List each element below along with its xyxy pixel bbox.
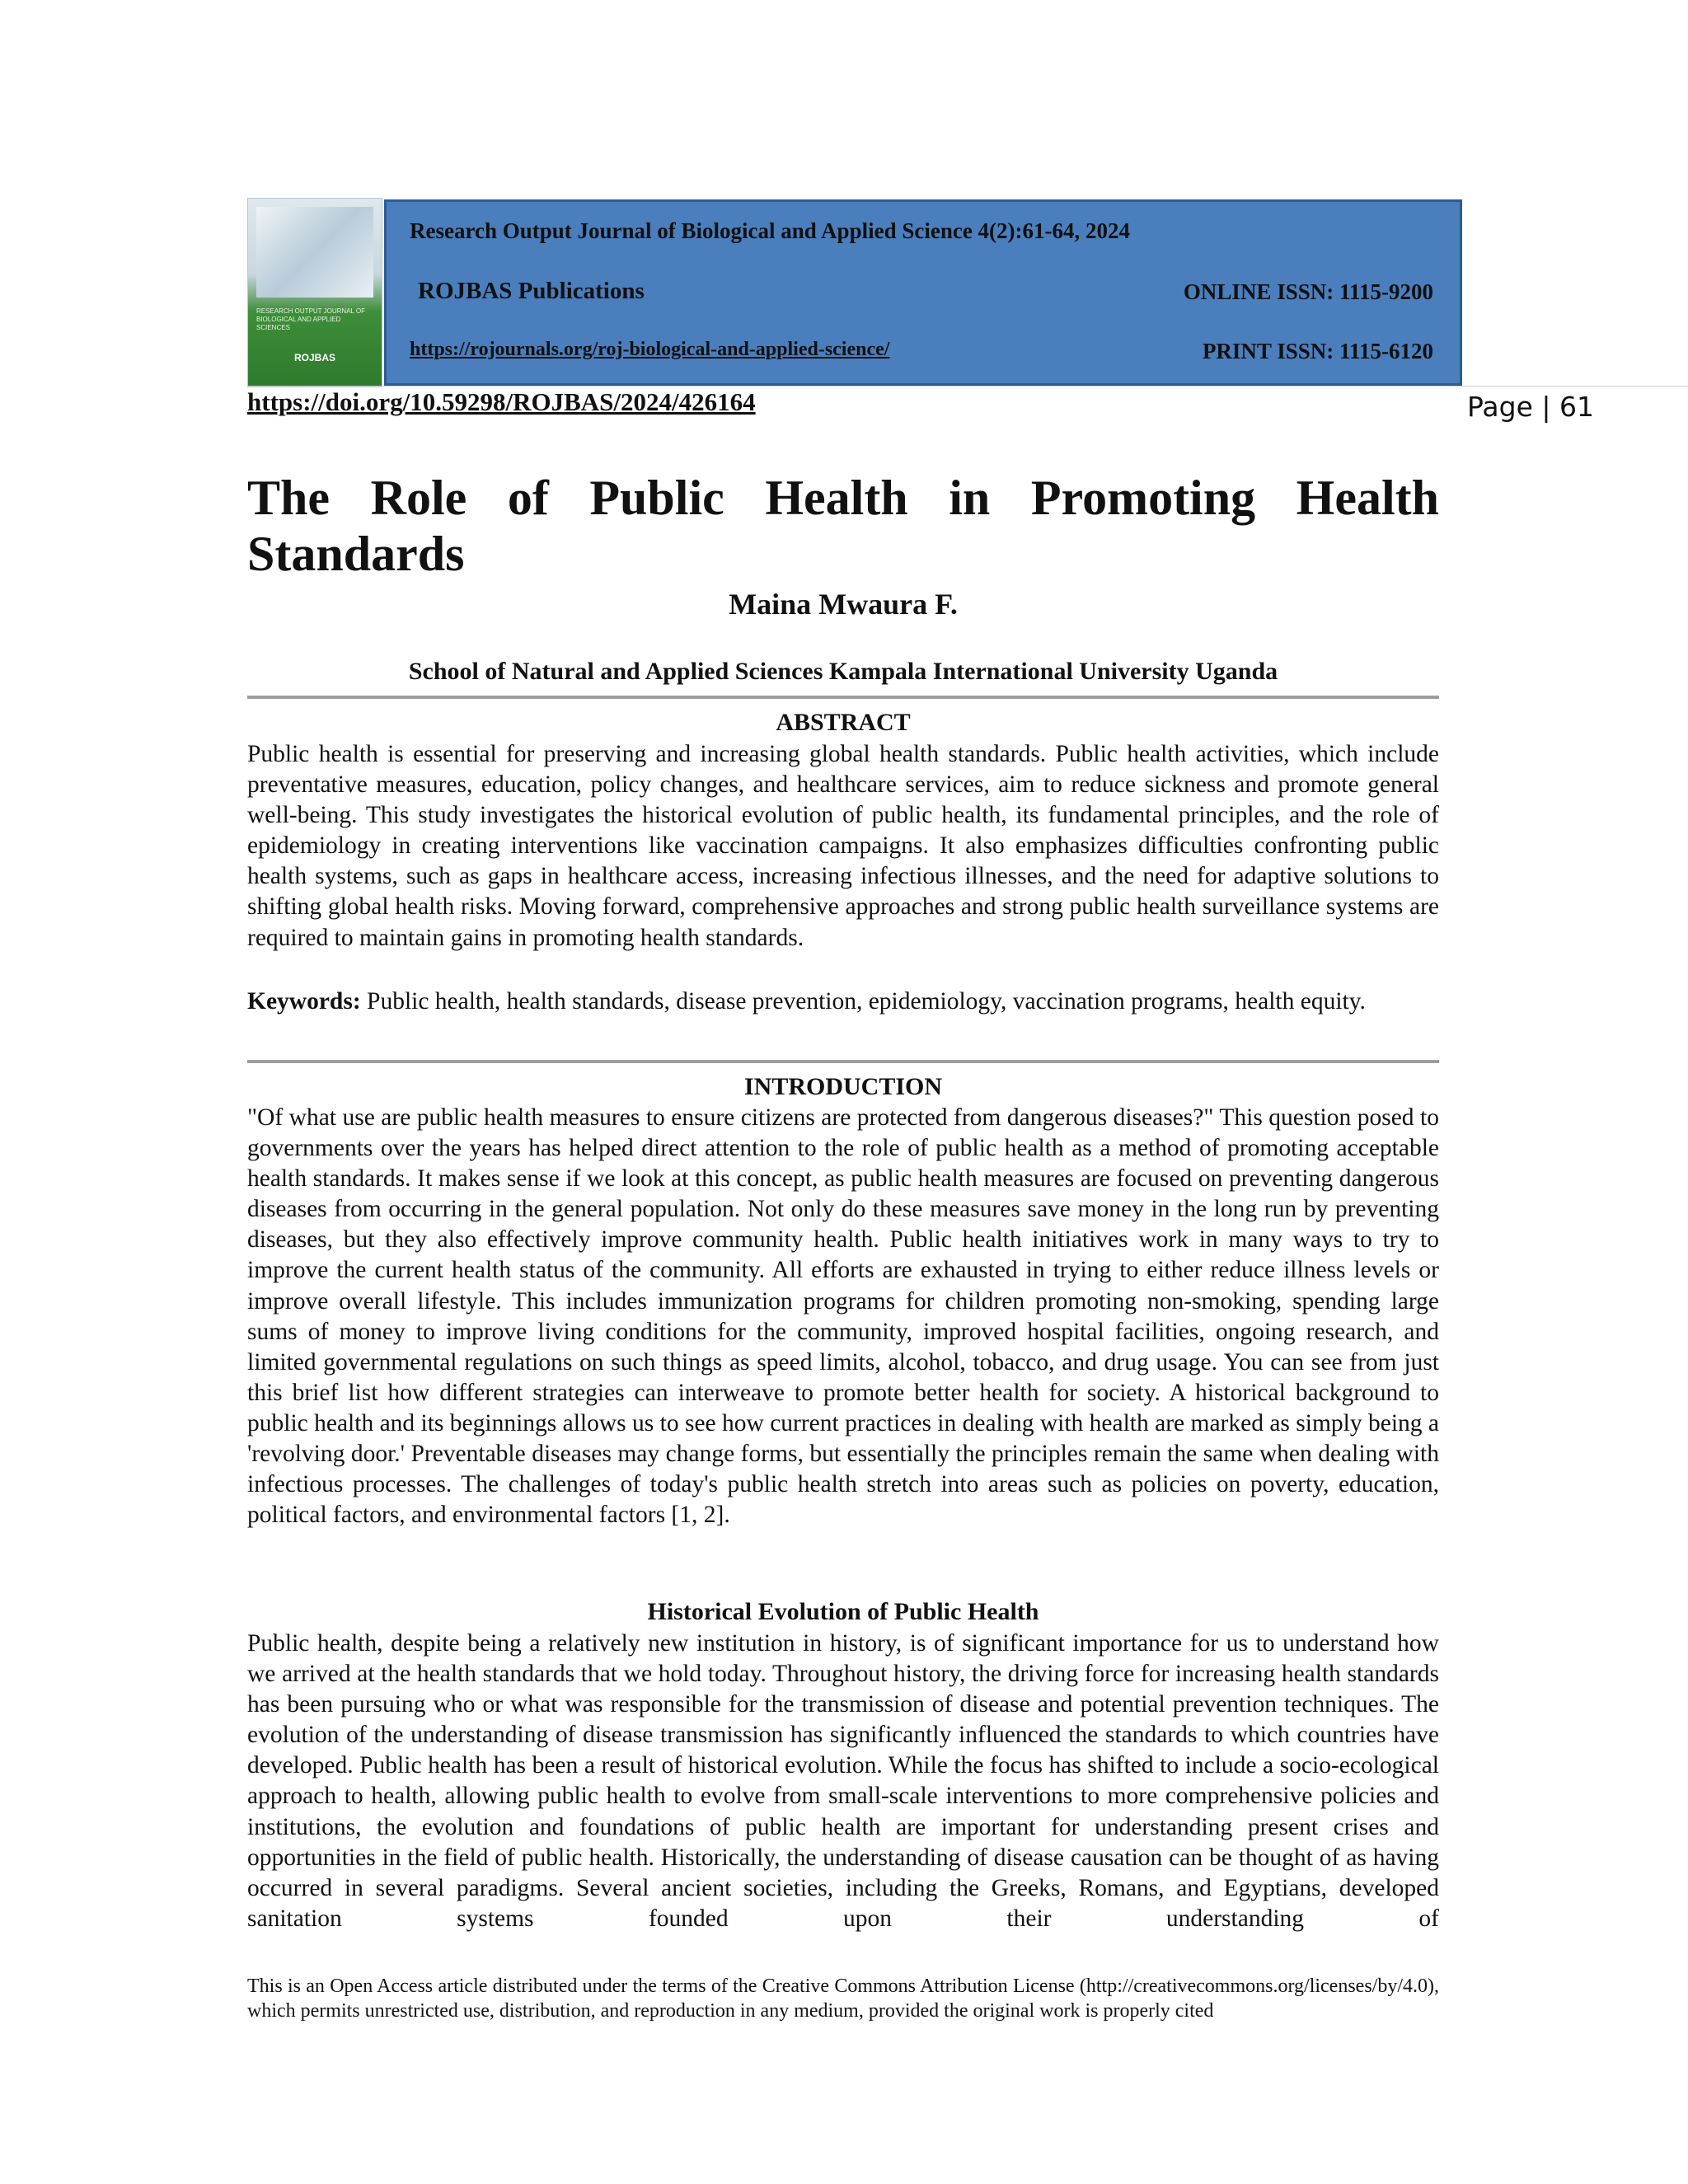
journal-banner bbox=[384, 199, 1462, 386]
keywords-label: Keywords: bbox=[247, 988, 361, 1015]
author-name: Maina Mwaura F. bbox=[729, 588, 958, 621]
article-title: The Role of Public Health in Promoting Health Standards bbox=[247, 471, 1439, 581]
keywords-line bbox=[247, 984, 1439, 1019]
abstract-text: Public health is essential for preserving and increasing global health standards. Public health activities, which include preventative measures, education, policy changes, and healthcare services, aim to reduce sickness and promote general well-being. This study investigates the historical evolution of public health, its fundamental principles, and the role of epidemiology in creating interventions like vaccination campaigns. It also emphasizes difficulties confronting public health systems, such as gaps in healthcare access, increasing infectious illnesses, and the need for adaptive solutions to shifting global health risks. Moving forward, comprehensive approaches and strong public health surveillance systems are required to maintain gains in promoting health standards. bbox=[247, 741, 1439, 951]
doi-link[interactable]: https://doi.org/10.59298/ROJBAS/2024/426164 bbox=[247, 387, 756, 416]
cover-illustration bbox=[256, 207, 373, 298]
page-number: Page | 61 bbox=[1467, 391, 1594, 423]
historical-evolution-heading: Historical Evolution of Public Health bbox=[647, 1598, 1039, 1625]
publisher-name: ROJBAS Publications bbox=[418, 278, 645, 304]
cover-text: RESEARCH OUTPUT JOURNAL OF BIOLOGICAL AND APPLIED SCIENCES bbox=[256, 307, 366, 331]
online-issn: ONLINE ISSN: 1115-9200 bbox=[1183, 279, 1433, 304]
section-divider bbox=[247, 1060, 1439, 1063]
license-footer: This is an Open Access article distributed under the terms of the Creative Commons Attribution License (http://creativecommons.org/licenses/by/4.0), which permits unrestricted use, distribution, and reproduction in any medium, provided the original work is properly cited bbox=[247, 1975, 1439, 2022]
section-divider bbox=[247, 696, 1439, 699]
abstract-heading: ABSTRACT bbox=[776, 709, 911, 736]
introduction-heading: INTRODUCTION bbox=[743, 1073, 943, 1100]
historical-evolution-text: Public health, despite being a relatively new institution in history, is of significant importance for us to understand how we arrived at the health standards that we hold today. Throughout history, the driving force for increasing health standards has been pursuing who or what was responsible for the transmission of disease and potential prevention techniques. The evolution of the understanding of disease transmission has significantly influenced the standards to which countries have developed. Public health has been a result of historical evolution. While the focus has shifted to include a socio-ecological approach to health, allowing public health to evolve from small-scale interventions to more comprehensive policies and institutions, the evolution and foundations of public health are important for understanding present crises and opportunities in the field of public health. Historically, the understanding of disease causation can be thought of as having occurred in several paradigms. Several ancient societies, including the Greeks, Romans, and Egyptians, developed sanitation systems founded upon their understanding of bbox=[247, 1630, 1439, 1932]
journal-cover-image bbox=[247, 198, 382, 387]
journal-url-link[interactable]: https://rojournals.org/roj-biological-and-applied-science/ bbox=[410, 339, 890, 360]
journal-title: Research Output Journal of Biological and Applied Science 4(2):61-64, 2024 bbox=[410, 218, 1131, 243]
keywords-list: Public health, health standards, disease prevention, epidemiology, vaccination programs, health equity. bbox=[367, 988, 1366, 1015]
introduction-text: "Of what use are public health measures to ensure citizens are protected from dangerous diseases?" This question posed to governments over the years has helped direct attention to the role of public health as a method of promoting acceptable health standards. It makes sense if we look at this concept, as public health measures are focused on preventing dangerous diseases from occurring in the general population. Not only do these measures save money in the long run by preventing diseases, but they also effectively improve community health. Public health initiatives work in many ways to try to improve the current health status of the community. All efforts are exhausted in trying to either reduce illness levels or improve overall lifestyle. This includes immunization programs for children promoting non-smoking, spending large sums of money to improve living conditions for the community, improved hospital facilities, ongoing research, and limited governmental regulations on such things as speed limits, alcohol, tobacco, and drug usage. You can see from just this brief list how different strategies can interweave to promote better health for society. A historical background to public health and its beginnings allows us to see how current practices in dealing with health are marked as simply being a 'revolving door.' Preventable diseases may change forms, but essentially the principles remain the same when dealing with infectious processes. The challenges of today's public health stretch into areas such as policies on poverty, education, political factors, and environmental factors [1, 2]. bbox=[247, 1104, 1439, 1529]
header-divider bbox=[247, 386, 1688, 387]
print-issn: PRINT ISSN: 1115-6120 bbox=[1202, 339, 1433, 363]
author-affiliation: School of Natural and Applied Sciences Kampala International University Uganda bbox=[408, 658, 1278, 685]
cover-brand: ROJBAS bbox=[293, 352, 335, 363]
